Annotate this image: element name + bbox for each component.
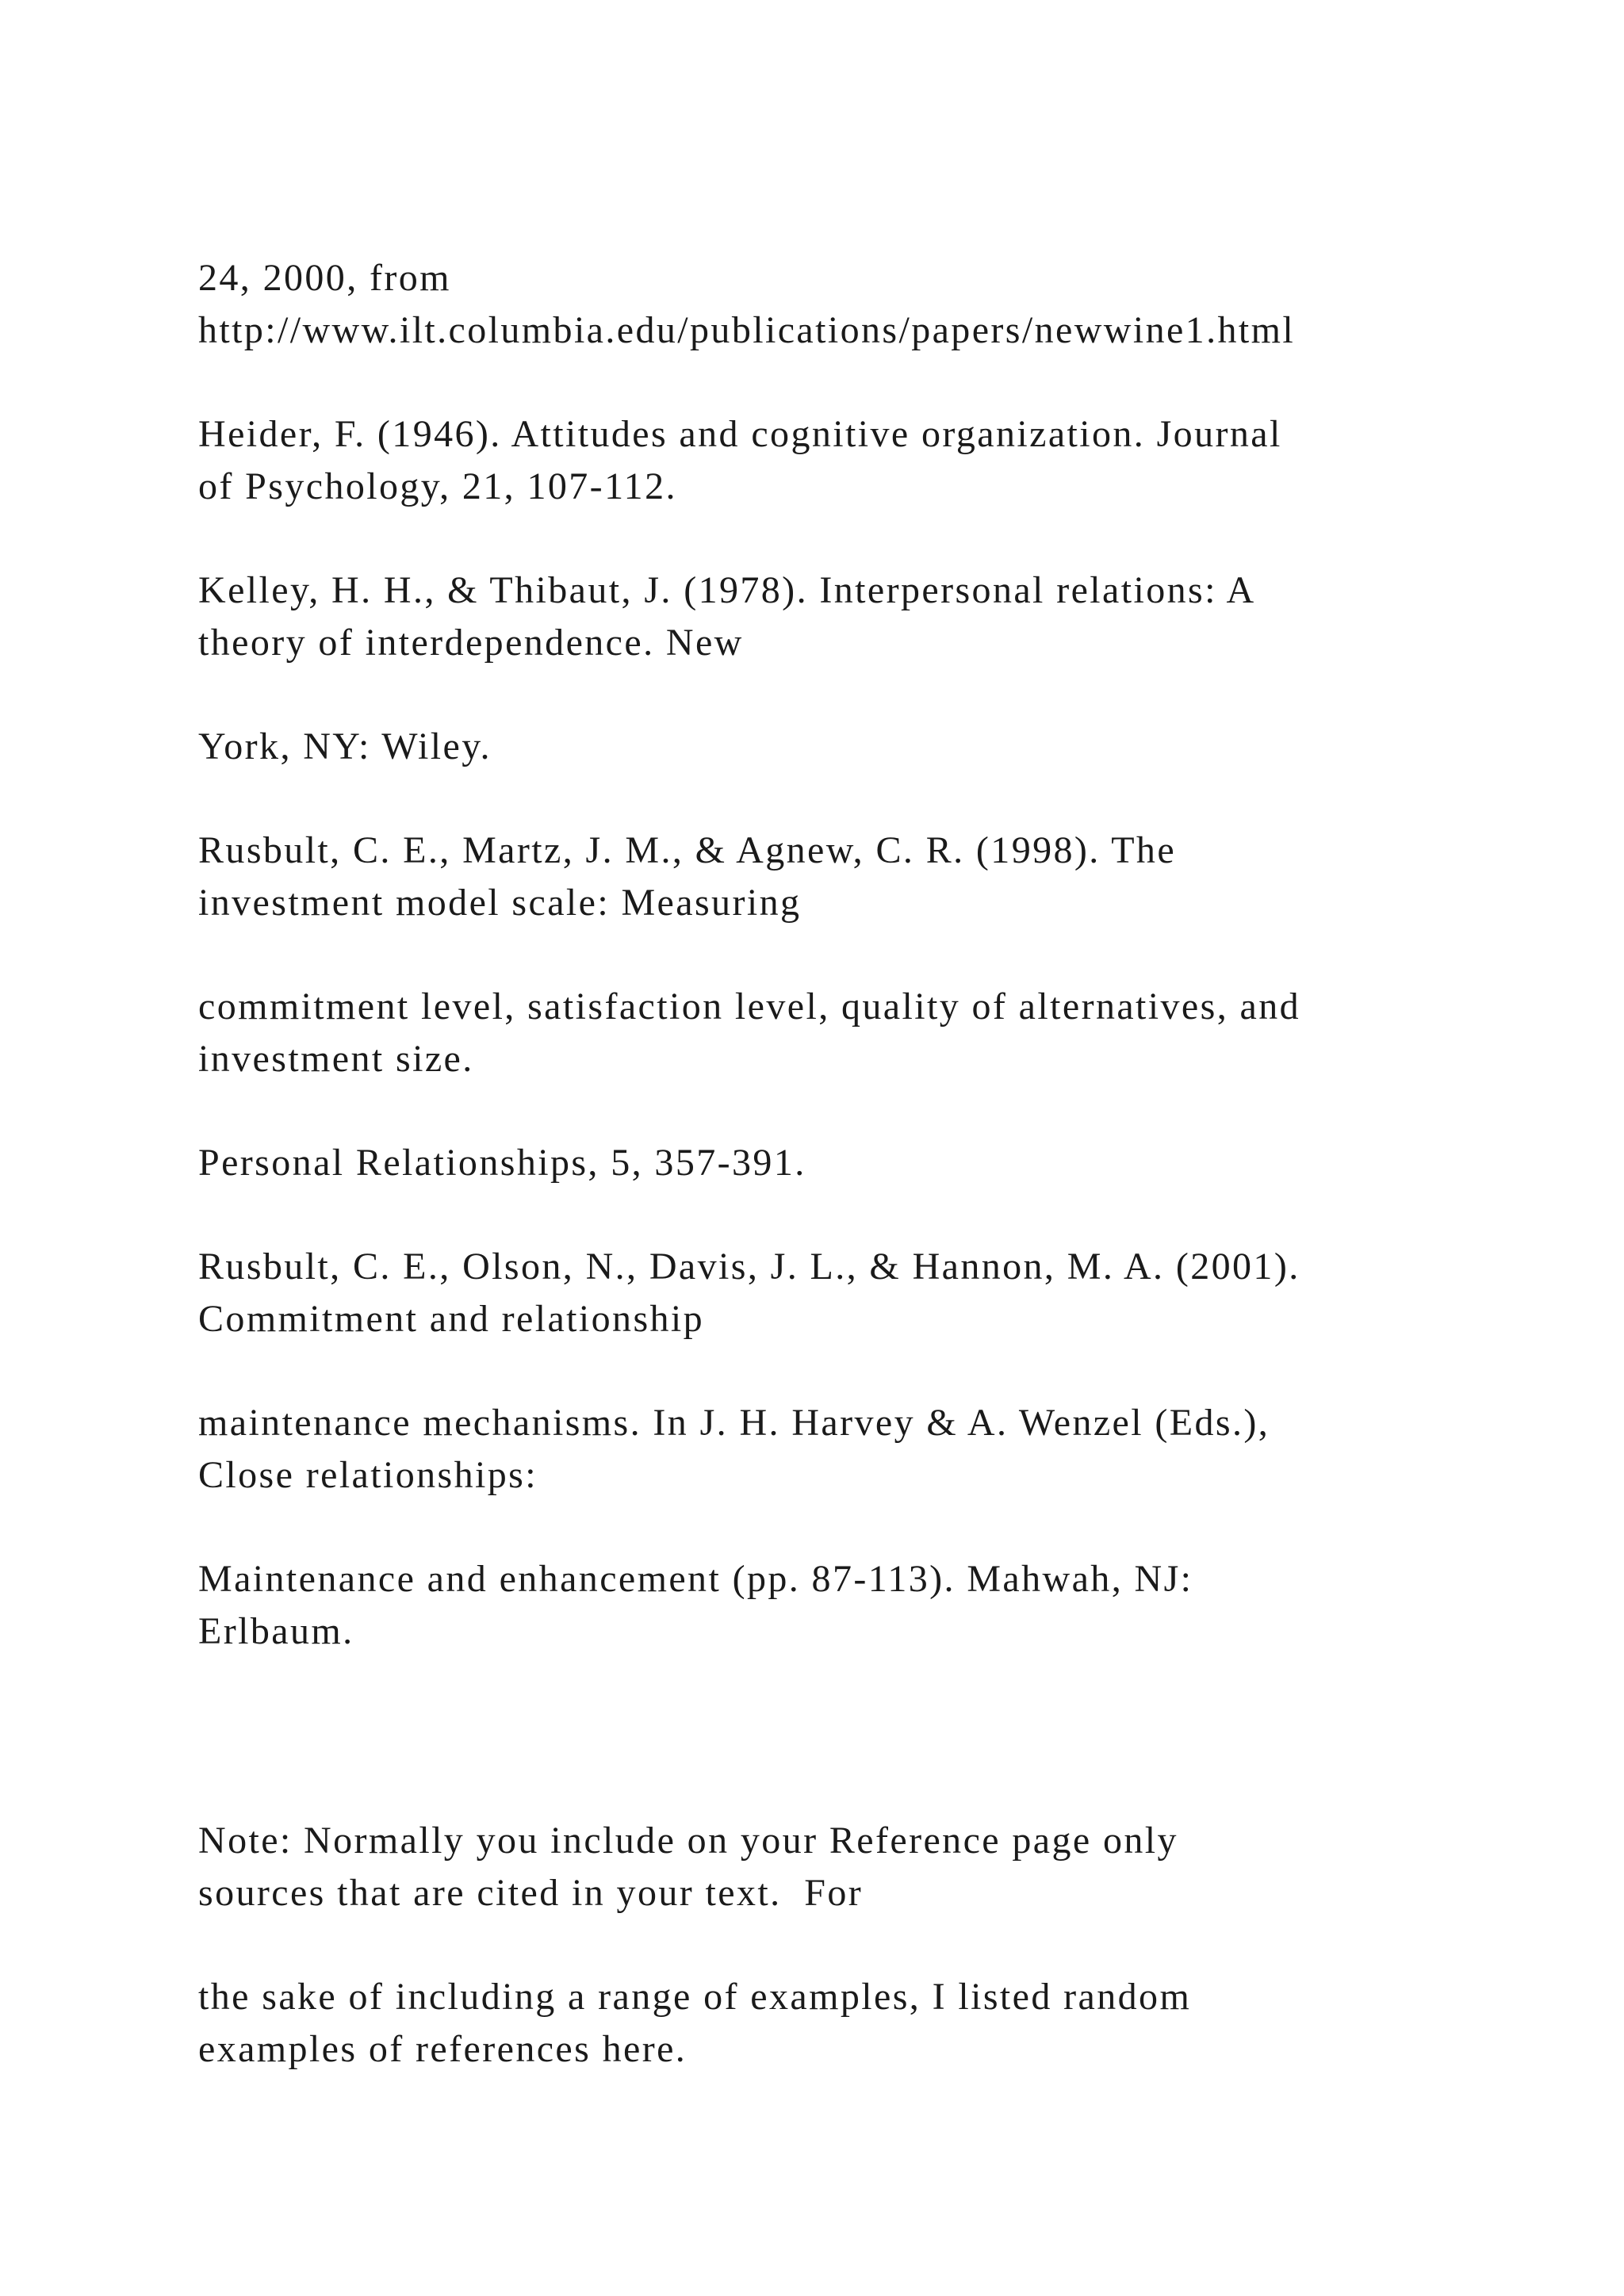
text-line: sources that are cited in your text. For bbox=[198, 1872, 864, 1914]
text-line: 24, 2000, from bbox=[198, 257, 451, 299]
text-line: the sake of including a range of examples, I listed random bbox=[198, 1976, 1192, 2018]
reference-rusbult-2001-continuation bbox=[198, 1397, 1546, 1502]
reference-rusbult-2001-source bbox=[198, 1553, 1546, 1658]
text-line: of Psychology, 21, 107-112. bbox=[198, 465, 677, 507]
reference-rusbult-1998-continuation bbox=[198, 981, 1546, 1085]
text-line: examples of references here. bbox=[198, 2028, 688, 2070]
reference-rusbult-1998 bbox=[198, 825, 1546, 929]
text-line: Rusbult, C. E., Martz, J. M., & Agnew, C. R. (1998). The bbox=[198, 829, 1177, 871]
note-paragraph-continuation bbox=[198, 1971, 1546, 2076]
text-line: maintenance mechanisms. In J. H. Harvey & A. Wenzel (Eds.), bbox=[198, 1402, 1270, 1444]
text-line: Erlbaum. bbox=[198, 1610, 354, 1652]
text-line: Note: Normally you include on your Reference page only bbox=[198, 1820, 1178, 1862]
text-line: commitment level, satisfaction level, quality of alternatives, and bbox=[198, 985, 1301, 1027]
reference-kelley-continuation bbox=[198, 721, 1546, 773]
text-line: theory of interdependence. New bbox=[198, 622, 744, 664]
text-line: Commitment and relationship bbox=[198, 1298, 705, 1340]
note-paragraph bbox=[198, 1815, 1546, 1919]
reference-url-text: http://www.ilt.columbia.edu/publications/papers/newwine1.html bbox=[198, 309, 1296, 351]
text-line: Personal Relationships, 5, 357-391. bbox=[198, 1142, 806, 1184]
reference-rusbult-1998-source bbox=[198, 1137, 1546, 1189]
text-line: investment model scale: Measuring bbox=[198, 882, 802, 924]
text-line: Close relationships: bbox=[198, 1454, 538, 1496]
text-line: Kelley, H. H., & Thibaut, J. (1978). Interpersonal relations: A bbox=[198, 569, 1256, 611]
reference-url-continuation bbox=[198, 252, 1546, 357]
reference-heider bbox=[198, 408, 1546, 513]
text-line: York, NY: Wiley. bbox=[198, 725, 492, 767]
reference-rusbult-2001 bbox=[198, 1241, 1546, 1345]
text-line: Maintenance and enhancement (pp. 87-113). Mahwah, NJ: bbox=[198, 1558, 1193, 1600]
text-line: Rusbult, C. E., Olson, N., Davis, J. L., & Hannon, M. A. (2001). bbox=[198, 1246, 1300, 1288]
reference-kelley bbox=[198, 564, 1546, 669]
text-line: Heider, F. (1946). Attitudes and cognitive organization. Journal bbox=[198, 413, 1282, 455]
text-line: investment size. bbox=[198, 1038, 474, 1080]
